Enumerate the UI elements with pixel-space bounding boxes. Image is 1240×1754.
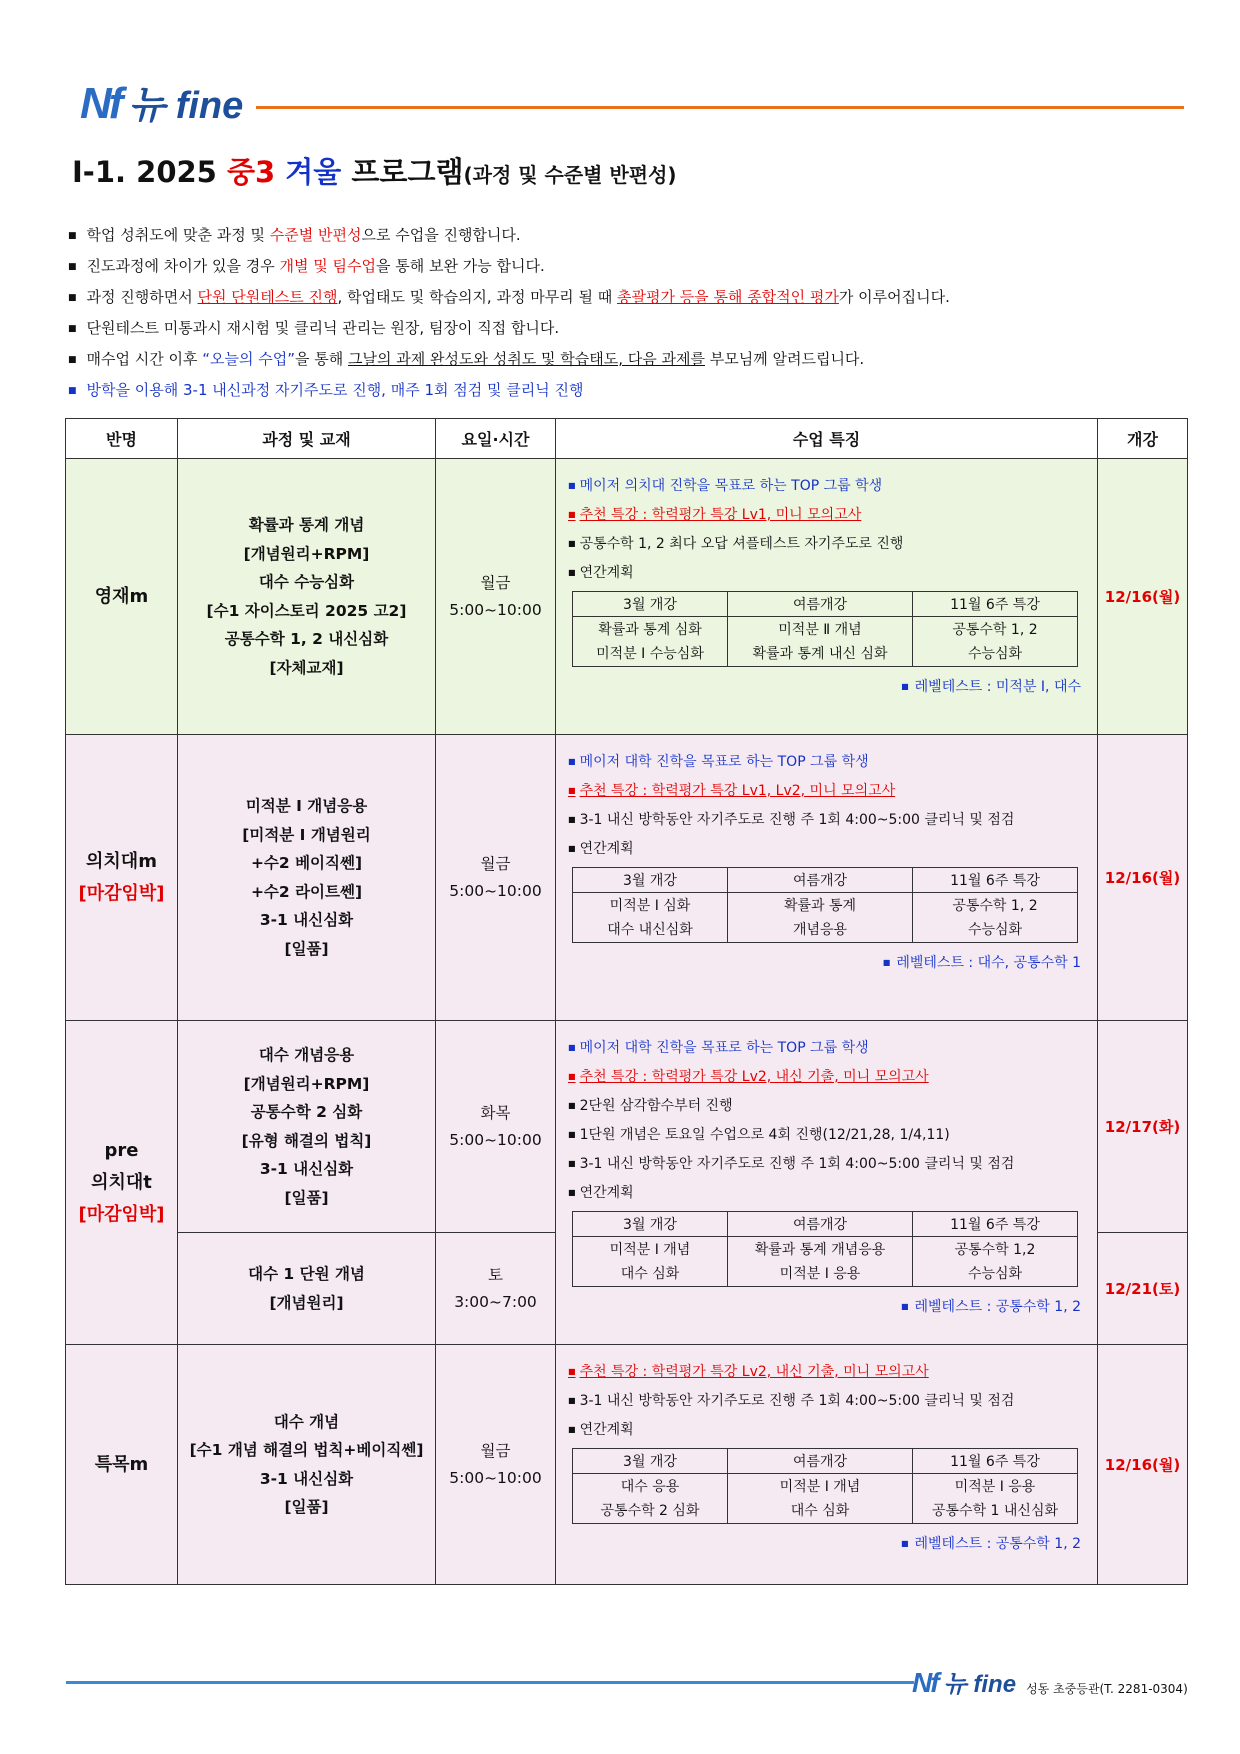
level-test: ■ 레벨테스트 : 공통수학 1, 2 (568, 1293, 1081, 1321)
open-date: 12/16(월) (1098, 735, 1188, 1021)
feature-plan-label: ■ 연간계획 (568, 834, 1081, 863)
title-prefix: Ⅰ-1. (72, 155, 127, 189)
schedule-cell: 토 3:00~7:00 (436, 1233, 556, 1345)
level-test: ■ 레벨테스트 : 공통수학 1, 2 (568, 1530, 1081, 1558)
bullet-1: ■ 학업 성취도에 맞춘 과정 및 수준별 반편성으로 수업을 진행합니다. (68, 220, 950, 251)
title-year: 2025 (136, 155, 217, 189)
feature-item: ■ 공통수학 1, 2 최다 오답 셔플테스트 자기주도로 진행 (568, 529, 1081, 558)
title-grade: 중3 (226, 155, 276, 189)
intro-bullets (68, 220, 950, 406)
level-test: ■ 레벨테스트 : 대수, 공통수학 1 (568, 949, 1081, 977)
feature-item: ■ 3-1 내신 방학동안 자기주도로 진행 주 1회 4:00~5:00 클리닉 및 점검 (568, 805, 1081, 834)
table-row (66, 459, 1188, 735)
features-cell (556, 459, 1098, 735)
feature-target: ■ 메이저 대학 진학을 목표로 하는 TOP 그룹 학생 (568, 747, 1081, 776)
class-name: 영재m (66, 459, 178, 735)
features-cell (556, 735, 1098, 1021)
feature-special: ■ 추천 특강 : 학력평가 특강 Lv1, Lv2, 미니 모의고사 (568, 776, 1081, 805)
header-features: 수업 특징 (556, 419, 1098, 459)
feature-plan-label: ■ 연간계획 (568, 1415, 1081, 1444)
course-cell: 대수 개념 [수1 개념 해결의 법칙+베이직쎈] 3-1 내신심화 [일품] (178, 1345, 436, 1585)
open-date: 12/21(토) (1098, 1233, 1188, 1345)
feature-plan-label: ■ 연간계획 (568, 558, 1081, 587)
feature-item: ■ 3-1 내신 방학동안 자기주도로 진행 주 1회 4:00~5:00 클리닉 및 점검 (568, 1149, 1081, 1178)
feature-item: ■ 3-1 내신 방학동안 자기주도로 진행 주 1회 4:00~5:00 클리닉 및 점검 (568, 1386, 1081, 1415)
course-cell: 확률과 통계 개념 [개념원리+RPM] 대수 수능심화 [수1 자이스토리 2025 고2] 공통수학 1, 2 내신심화 [자체교재] (178, 459, 436, 735)
open-date: 12/16(월) (1098, 459, 1188, 735)
branch-info: 성동 초중등관(T. 2281-0304) (1026, 1682, 1188, 1696)
feature-item: ■ 2단원 삼각함수부터 진행 (568, 1091, 1081, 1120)
level-test: ■ 레벨테스트 : 미적분 Ⅰ, 대수 (568, 673, 1081, 701)
deadline-badge: [마감임박] (78, 882, 165, 904)
feature-special: ■ 추천 특강 : 학력평가 특강 Lv2, 내신 기출, 미니 모의고사 (568, 1062, 1081, 1091)
feature-target: ■ 메이저 의치대 진학을 목표로 하는 TOP 그룹 학생 (568, 471, 1081, 500)
table-row (66, 1345, 1188, 1585)
bullet-5: ■ 매수업 시간 이후 “오늘의 수업”을 통해 그날의 과제 완성도와 성취도 및 학습태도, 다음 과제를 부모님께 알려드립니다. (68, 344, 950, 375)
feature-item: ■ 1단원 개념은 토요일 수업으로 4회 진행(12/21,28, 1/4,11) (568, 1120, 1081, 1149)
title-season: 겨울 (285, 155, 342, 189)
features-cell (556, 1345, 1098, 1585)
footer-logo (912, 1664, 1188, 1699)
class-name: 특목m (66, 1345, 178, 1585)
feature-plan-label: ■ 연간계획 (568, 1178, 1081, 1207)
schedule-cell: 월금 5:00~10:00 (436, 459, 556, 735)
table-row (66, 735, 1188, 1021)
features-cell (556, 1021, 1098, 1345)
logo-mark: Nf (80, 79, 121, 128)
feature-special: ■ 추천 특강 : 학력평가 특강 Lv1, 미니 모의고사 (568, 500, 1081, 529)
class-name: 의치대m [마감임박] (66, 735, 178, 1021)
bullet-6: ■ 방학을 이용해 3-1 내신과정 자기주도로 진행, 매주 1회 점검 및 클리닉 진행 (68, 375, 950, 406)
course-cell: 대수 1 단원 개념 [개념원리] (178, 1233, 436, 1345)
footer-logo-word: 뉴 fine (943, 1671, 1017, 1698)
bullet-2: ■ 진도과정에 차이가 있을 경우 개별 및 팀수업을 통해 보완 가능 합니다. (68, 251, 950, 282)
title-program: 프로그램 (351, 155, 464, 189)
annual-plan-table: 3월 개강 여름개강 11월 6주 특강 대수 응용 공통수학 2 심화 미적분 Ⅰ 개념 대수 심화 미적분 Ⅰ 응용 공통수학 1 내신심화 (572, 1448, 1078, 1524)
header-schedule: 요일·시간 (436, 419, 556, 459)
header-open: 개강 (1098, 419, 1188, 459)
table-row (66, 1021, 1188, 1233)
program-table (65, 418, 1188, 1585)
logo-word: 뉴 fine (128, 85, 244, 127)
table-header-row (66, 419, 1188, 459)
class-name: pre 의치대t [마감임박] (66, 1021, 178, 1345)
course-cell: 미적분 Ⅰ 개념응용 [미적분 Ⅰ 개념원리 +수2 베이직쎈] +수2 라이트쎈] 3-1 내신심화 [일품] (178, 735, 436, 1021)
feature-special: ■ 추천 특강 : 학력평가 특강 Lv2, 내신 기출, 미니 모의고사 (568, 1357, 1081, 1386)
deadline-badge: [마감임박] (78, 1203, 165, 1225)
brand-logo (80, 74, 243, 129)
bullet-4: ■ 단원테스트 미통과시 재시험 및 클리닉 관리는 원장, 팀장이 직접 합니다. (68, 313, 950, 344)
schedule-cell: 월금 5:00~10:00 (436, 735, 556, 1021)
annual-plan-table: 3월 개강 여름개강 11월 6주 특강 미적분 Ⅰ 개념 대수 심화 확률과 통계 개념응용 미적분 Ⅰ 응용 공통수학 1,2 수능심화 (572, 1211, 1078, 1287)
open-date: 12/17(화) (1098, 1021, 1188, 1233)
open-date: 12/16(월) (1098, 1345, 1188, 1585)
title-sub: (과정 및 수준별 반편성) (463, 163, 677, 187)
annual-plan-table: 3월 개강 여름개강 11월 6주 특강 미적분 Ⅰ 심화 대수 내신심화 확률과 통계 개념응용 공통수학 1, 2 수능심화 (572, 867, 1078, 943)
course-cell: 대수 개념응용 [개념원리+RPM] 공통수학 2 심화 [유형 해결의 법칙] 3-1 내신심화 [일품] (178, 1021, 436, 1233)
feature-target: ■ 메이저 대학 진학을 목표로 하는 TOP 그룹 학생 (568, 1033, 1081, 1062)
schedule-cell: 월금 5:00~10:00 (436, 1345, 556, 1585)
schedule-cell: 화목 5:00~10:00 (436, 1021, 556, 1233)
header-divider (256, 106, 1184, 109)
annual-plan-table: 3월 개강 여름개강 11월 6주 특강 확률과 통계 심화 미적분 Ⅰ 수능심화 미적분 Ⅱ 개념 확률과 통계 내신 심화 공통수학 1, 2 수능심화 (572, 591, 1078, 667)
header-class: 반명 (66, 419, 178, 459)
page-title (72, 150, 677, 191)
header-course: 과정 및 교재 (178, 419, 436, 459)
footer-logo-mark: Nf (912, 1667, 938, 1698)
bullet-3: ■ 과정 진행하면서 단원 단원테스트 진행, 학업태도 및 학습의지, 과정 마무리 될 때 총괄평가 등을 통해 종합적인 평가가 이루어집니다. (68, 282, 950, 313)
footer-divider (66, 1681, 914, 1684)
